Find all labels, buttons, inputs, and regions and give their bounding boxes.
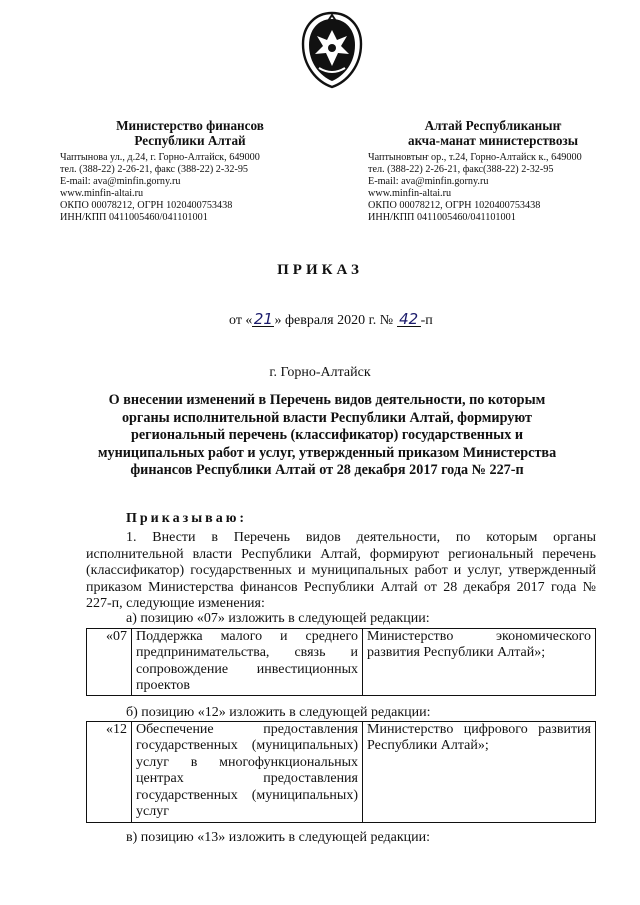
order-date-number — [229, 312, 433, 329]
position-07-table — [86, 628, 596, 696]
org-name-line2: Республики Алтай — [134, 133, 246, 148]
contacts-left — [60, 152, 320, 224]
position-code: «12 — [87, 722, 132, 823]
contact-inn: ИНН/КПП 0411005460/041101001 — [60, 212, 208, 223]
position-12-table — [86, 721, 596, 823]
contact-email: E-mail: ava@minfin.gorny.ru — [60, 176, 181, 187]
contacts-right — [368, 152, 618, 224]
activity-name: Обеспечение предоставления государственных (муниципальных) услуг в многофункциональных центрах предоставления государственных (муниципальных) услуг — [132, 722, 363, 823]
paragraph-1: 1. Внести в Перечень видов деятельности, по которым органы исполнительной власти Республики Алтай, формируют региональный перечень (классификатор) государственных и муниципальных работ и услуг, утвержденный приказом Министерства финансов Республики Алтай от 28 декабря 2017 года № 227-п, следующие изменения: — [86, 530, 596, 612]
table-row — [87, 722, 596, 823]
handwritten-order-number: 42 — [397, 312, 421, 327]
prikazyvayu-heading: Приказываю: — [126, 511, 248, 526]
subitem-b: б) позицию «12» изложить в следующей редакции: — [126, 705, 431, 720]
org-name-line2: акча-манат министерствозы — [407, 133, 579, 148]
responsible-org: Министерство экономического развития Республики Алтай»; — [363, 629, 596, 696]
contact-inn: ИНН/КПП 0411005460/041101001 — [368, 212, 516, 223]
contact-phone: тел. (388-22) 2-26-21, факс(388-22) 2-32-95 — [368, 164, 554, 175]
letterhead-right — [368, 118, 618, 224]
letterhead-left — [60, 118, 320, 224]
date-middle: » февраля 2020 г. № — [274, 313, 394, 328]
number-suffix: -п — [420, 313, 433, 328]
handwritten-day: 21 — [253, 310, 273, 328]
contact-email: E-mail: ava@minfin.gorny.ru — [368, 176, 489, 187]
city-line: г. Горно-Алтайск — [269, 365, 371, 380]
responsible-org: Министерство цифрового развития Республики Алтай»; — [363, 722, 596, 823]
subitem-c: в) позицию «13» изложить в следующей редакции: — [126, 830, 431, 845]
contact-address: Чаптынова ул., д.24, г. Горно-Алтайск, 649000 — [60, 152, 260, 163]
table-row — [87, 629, 596, 696]
org-name-line1: Министерство финансов — [116, 118, 264, 133]
contact-okpo: ОКПО 00078212, ОГРН 1020400753438 — [368, 200, 541, 211]
date-prefix: от « — [229, 313, 253, 328]
document-type-heading: ПРИКАЗ — [277, 262, 363, 278]
subitem-a: а) позицию «07» изложить в следующей редакции: — [126, 611, 430, 626]
contact-website: www.minfin-altai.ru — [60, 188, 144, 199]
document-title: О внесении изменений в Перечень видов деятельности, по которым органы исполнительной власти Республики Алтай, формируют региональный перечень (классификатор) государственных и муниципальных работ и услуг, утвержденный приказом Министерства финансов Республики Алтай от 28 декабря 2017 года № 227-п — [97, 392, 557, 478]
contact-address: Чаптыновтыҥ ор., т.24, Горно-Алтайск к., 649000 — [368, 152, 582, 163]
position-code: «07 — [87, 629, 132, 696]
activity-name: Поддержка малого и среднего предпринимательства, связь и сопровождение инвестиционных проектов — [132, 629, 363, 696]
coat-of-arms-emblem — [299, 10, 365, 90]
contact-okpo: ОКПО 00078212, ОГРН 1020400753438 — [60, 200, 233, 211]
contact-website: www.minfin-altai.ru — [368, 188, 452, 199]
org-name-line1: Алтай Республиканыҥ — [424, 118, 562, 133]
contact-phone: тел. (388-22) 2-26-21, факс (388-22) 2-32-95 — [60, 164, 249, 175]
